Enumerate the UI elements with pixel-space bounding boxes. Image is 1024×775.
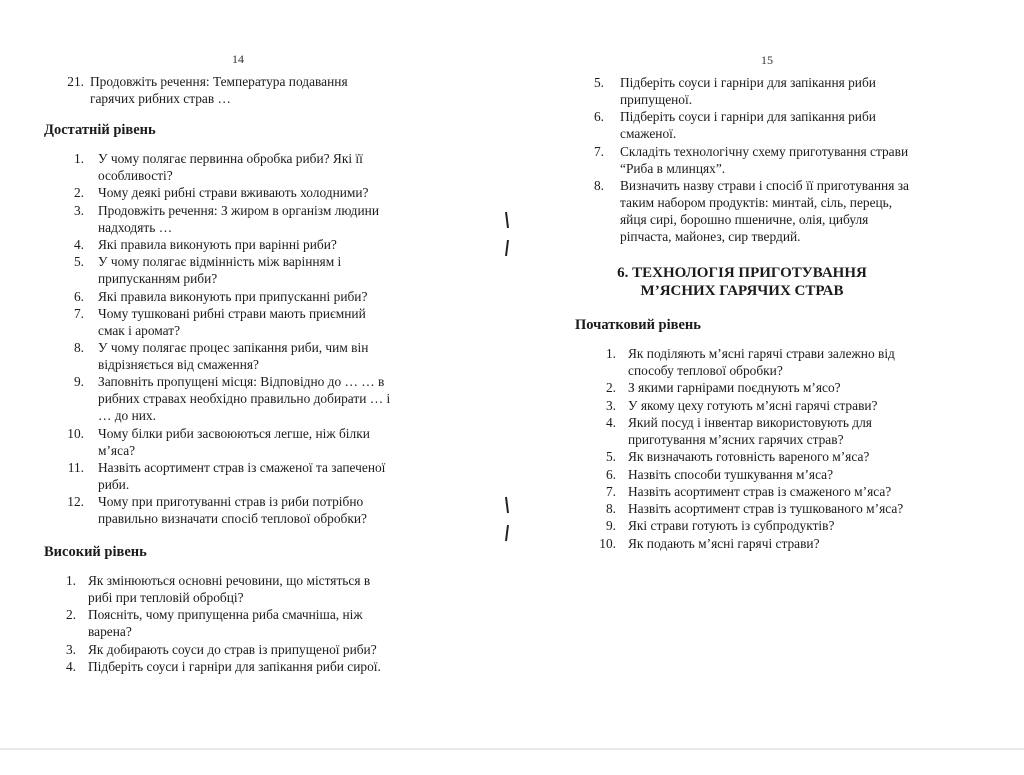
- item-number: 3.: [73, 202, 84, 218]
- page-number: 14: [232, 52, 244, 66]
- page-number: 15: [761, 53, 773, 67]
- item-number: 6.: [73, 288, 84, 304]
- item-text: Визначить назву страви і спосіб її приготування за таким набором продуктів: минтай, сіль, перець, яйця сирі, борошно пшеничне, олія, цибуля ріпчаста, майонез, сир твердий.: [620, 177, 909, 244]
- item-number: 5.: [605, 449, 616, 465]
- item-number: 7.: [605, 483, 616, 499]
- item-text: У чому полягає первинна обробка риби? Які її особливості?: [98, 151, 363, 183]
- item-number: 8.: [593, 177, 604, 193]
- item-number: 1.: [65, 573, 76, 588]
- section-heading: Високий рівень: [44, 544, 147, 560]
- item-text: Який посуд і інвентар використовують для приготування м’ясних гарячих страв?: [628, 414, 872, 447]
- item-number: 5.: [593, 75, 604, 90]
- item-text: У чому полягає відмінність між варінням і припусканням риби?: [98, 254, 342, 287]
- item-text: Заповніть пропущені місця: Відповідно до … … в рибних стравах необхідно правильно добирати … і … до них.: [98, 374, 391, 424]
- item-number: 3.: [605, 397, 616, 413]
- item-number: 2.: [65, 607, 76, 623]
- item-text: Як змінюються основні речовини, що містяться в рибі при тепловій обробці?: [88, 573, 371, 605]
- chapter-title: 6. ТЕХНОЛОГІЯ ПРИГОТУВАННЯ М’ЯСНИХ ГАРЯЧИХ СТРАВ: [617, 265, 867, 299]
- item-number: 9.: [73, 374, 84, 390]
- item-text: Як добирають соуси до страв із припущеної риби?: [88, 641, 377, 657]
- item-text: Продовжіть речення: Температура подавання гарячих рибних страв …: [90, 74, 348, 106]
- item-text: Як поділяють м’ясні гарячі страви залежно від способу теплової обробки?: [628, 346, 895, 378]
- item-number: 10.: [599, 535, 616, 551]
- item-number: 8.: [605, 501, 616, 517]
- item-text: Які правила виконують при припусканні риби?: [98, 288, 368, 304]
- item-number: 7.: [73, 305, 84, 321]
- section-heading: Початковий рівень: [575, 317, 701, 333]
- item-text: Підберіть соуси і гарніри для запікання риби припущеної.: [620, 75, 876, 107]
- item-text: Чому тушковані рибні страви мають приємний смак і аромат?: [98, 305, 366, 338]
- item-number: 2.: [605, 380, 616, 396]
- item-number: 2.: [73, 185, 84, 201]
- item-number: 1.: [73, 151, 84, 166]
- section-heading: Достатній рівень: [44, 122, 156, 138]
- item-text: У якому цеху готують м’ясні гарячі страви?: [628, 397, 878, 413]
- item-number: 4.: [73, 236, 84, 252]
- item-text: Як подають м’ясні гарячі страви?: [628, 535, 820, 551]
- item-text: Чому деякі рибні страви вживають холодними?: [98, 185, 369, 201]
- item-number: 3.: [65, 641, 76, 657]
- item-number: 7.: [593, 143, 604, 159]
- item-text: Які правила виконують при варінні риби?: [98, 236, 337, 252]
- left-page: [0, 0, 500, 775]
- item-number: 9.: [605, 518, 616, 534]
- item-text: Які страви готують із субпродуктів?: [628, 518, 835, 534]
- item-text: Продовжіть речення: З жиром в організм людини надходять …: [98, 202, 379, 235]
- item-number: 12.: [67, 494, 84, 510]
- item-number: 21.: [67, 74, 84, 89]
- item-text: Складіть технологічну схему приготування страви “Риба в млинцях”.: [620, 143, 909, 176]
- item-number: 10.: [67, 425, 84, 441]
- item-number: 1.: [605, 346, 616, 361]
- item-text: Підберіть соуси і гарніри для запікання риби смаженої.: [620, 109, 876, 142]
- item-text: Поясніть, чому припущенна риба смачніша, ніж варена?: [88, 607, 363, 640]
- item-text: Чому білки риби засвоюються легше, ніж білки м’яса?: [98, 425, 370, 458]
- item-number: 5.: [73, 254, 84, 270]
- item-text: Назвіть асортимент страв із смаженого м’яса?: [628, 483, 892, 499]
- page-edge-shadow: [0, 748, 1024, 750]
- item-number: 6.: [593, 109, 604, 125]
- right-page: [512, 0, 1024, 775]
- item-text: У чому полягає процес запікання риби, чим він відрізняється від смаження?: [98, 340, 369, 373]
- item-text: Підберіть соуси і гарніри для запікання риби сирої.: [88, 658, 381, 674]
- item-number: 4.: [65, 658, 76, 674]
- item-number: 4.: [605, 414, 616, 430]
- item-text: Назвіть асортимент страв із смаженої та запеченої риби.: [98, 460, 386, 492]
- item-number: 11.: [67, 460, 84, 475]
- item-text: Чому при приготуванні страв із риби потрібно правильно визначати спосіб теплової обробки?: [98, 494, 367, 527]
- item-text: Назвіть способи тушкування м’яса?: [628, 466, 834, 482]
- item-text: Як визначають готовність вареного м’яса?: [628, 449, 870, 465]
- item-text: З якими гарнірами поєднують м’ясо?: [628, 380, 841, 396]
- item-number: 6.: [605, 466, 616, 482]
- item-text: Назвіть асортимент страв із тушкованого м’яса?: [628, 501, 904, 517]
- item-number: 8.: [73, 340, 84, 356]
